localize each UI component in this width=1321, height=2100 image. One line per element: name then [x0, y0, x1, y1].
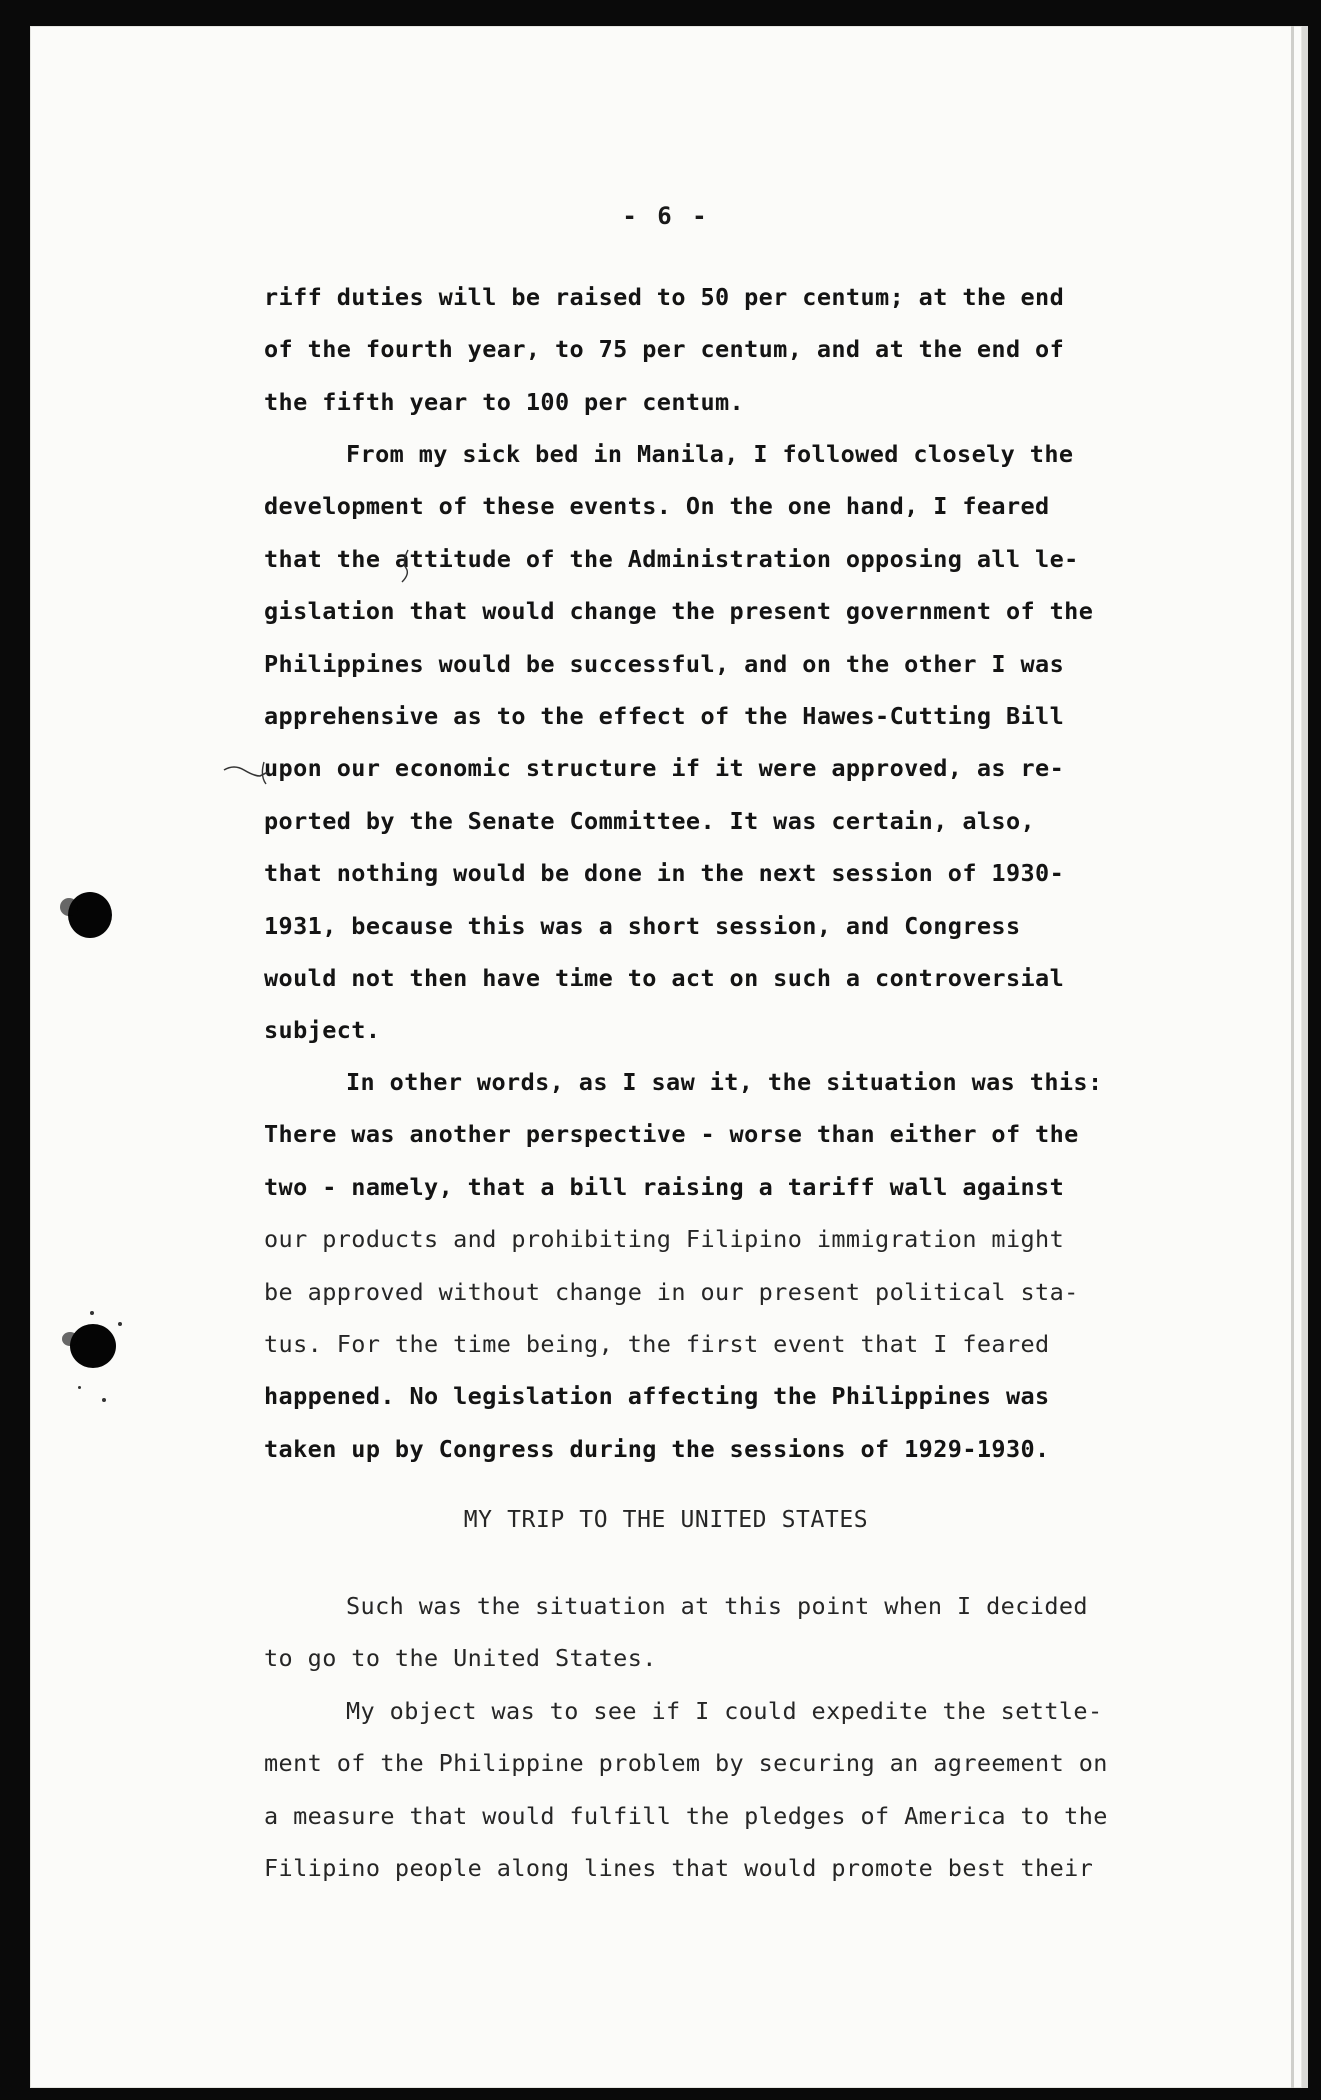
text-line: apprehensive as to the effect of the Hawes-Cutting Bill — [264, 702, 1065, 731]
text-line: happened. No legislation affecting the Philippines was — [264, 1382, 1050, 1411]
text-line: would not then have time to act on such a controversial — [264, 964, 1065, 993]
text-line: tus. For the time being, the first event that I feared — [264, 1330, 1050, 1359]
ink-blot — [68, 892, 112, 938]
text-line: From my sick bed in Manila, I followed closely the — [346, 440, 1074, 468]
text-line: There was another perspective - worse than either of the — [264, 1120, 1079, 1149]
page-edge — [1291, 26, 1294, 2088]
ink-blot — [70, 1324, 116, 1368]
ink-blot — [62, 1332, 78, 1346]
section-paragraph-2 — [264, 1685, 1224, 1895]
pen-mark-icon — [220, 754, 280, 794]
text-line: that nothing would be done in the next session of 1930- — [264, 859, 1065, 888]
text-line: 1931, because this was a short session, and Congress — [264, 911, 1021, 940]
text-line: that the attitude of the Administration opposing all le- — [264, 544, 1079, 573]
text-line: Filipino people along lines that would promote best their — [264, 1854, 1094, 1883]
text-line: be approved without change in our present political sta- — [264, 1277, 1079, 1306]
section-heading: MY TRIP TO THE UNITED STATES — [463, 1507, 869, 1533]
document-page — [30, 26, 1308, 2088]
text-line: In other words, as I saw it, the situation was this: — [346, 1068, 1103, 1096]
text-line: gislation that would change the present government of the — [264, 597, 1094, 626]
text-line: to go to the United States. — [264, 1644, 657, 1673]
text-line: ment of the Philippine problem by securing an agreement on — [264, 1749, 1108, 1778]
text-line: development of these events. On the one hand, I feared — [264, 492, 1050, 521]
ink-speck — [118, 1322, 122, 1326]
text-line: riff duties will be raised to 50 per centum; at the end — [264, 283, 1065, 311]
text-line: a measure that would fulfill the pledges of America to the — [264, 1801, 1108, 1830]
paragraph-1 — [264, 271, 1224, 428]
ink-speck — [78, 1386, 81, 1389]
paragraph-3 — [264, 1056, 1224, 1475]
text-line: of the fourth year, to 75 per centum, and at the end of — [264, 335, 1065, 364]
pen-mark-icon — [396, 546, 416, 586]
text-line: ported by the Senate Committee. It was certain, also, — [264, 806, 1036, 835]
paragraph-2 — [264, 428, 1224, 1057]
text-line: our products and prohibiting Filipino immigration might — [264, 1225, 1065, 1254]
text-line: Such was the situation at this point when I decided — [346, 1592, 1088, 1620]
text-line: the fifth year to 100 per centum. — [264, 387, 745, 416]
text-line: two - namely, that a bill raising a tariff wall against — [264, 1172, 1065, 1201]
page-number: - 6 - — [622, 202, 710, 230]
text-line: subject. — [264, 1016, 381, 1045]
text-line: upon our economic structure if it were approved, as re- — [264, 754, 1065, 783]
text-line: taken up by Congress during the sessions of 1929-1930. — [264, 1434, 1050, 1463]
text-line: My object was to see if I could expedite the settle- — [346, 1697, 1103, 1725]
ink-speck — [102, 1398, 106, 1402]
text-line: Philippines would be successful, and on the other I was — [264, 649, 1065, 678]
ink-speck — [90, 1311, 94, 1315]
section-paragraph-1 — [264, 1580, 1224, 1685]
ink-blot — [60, 898, 78, 916]
